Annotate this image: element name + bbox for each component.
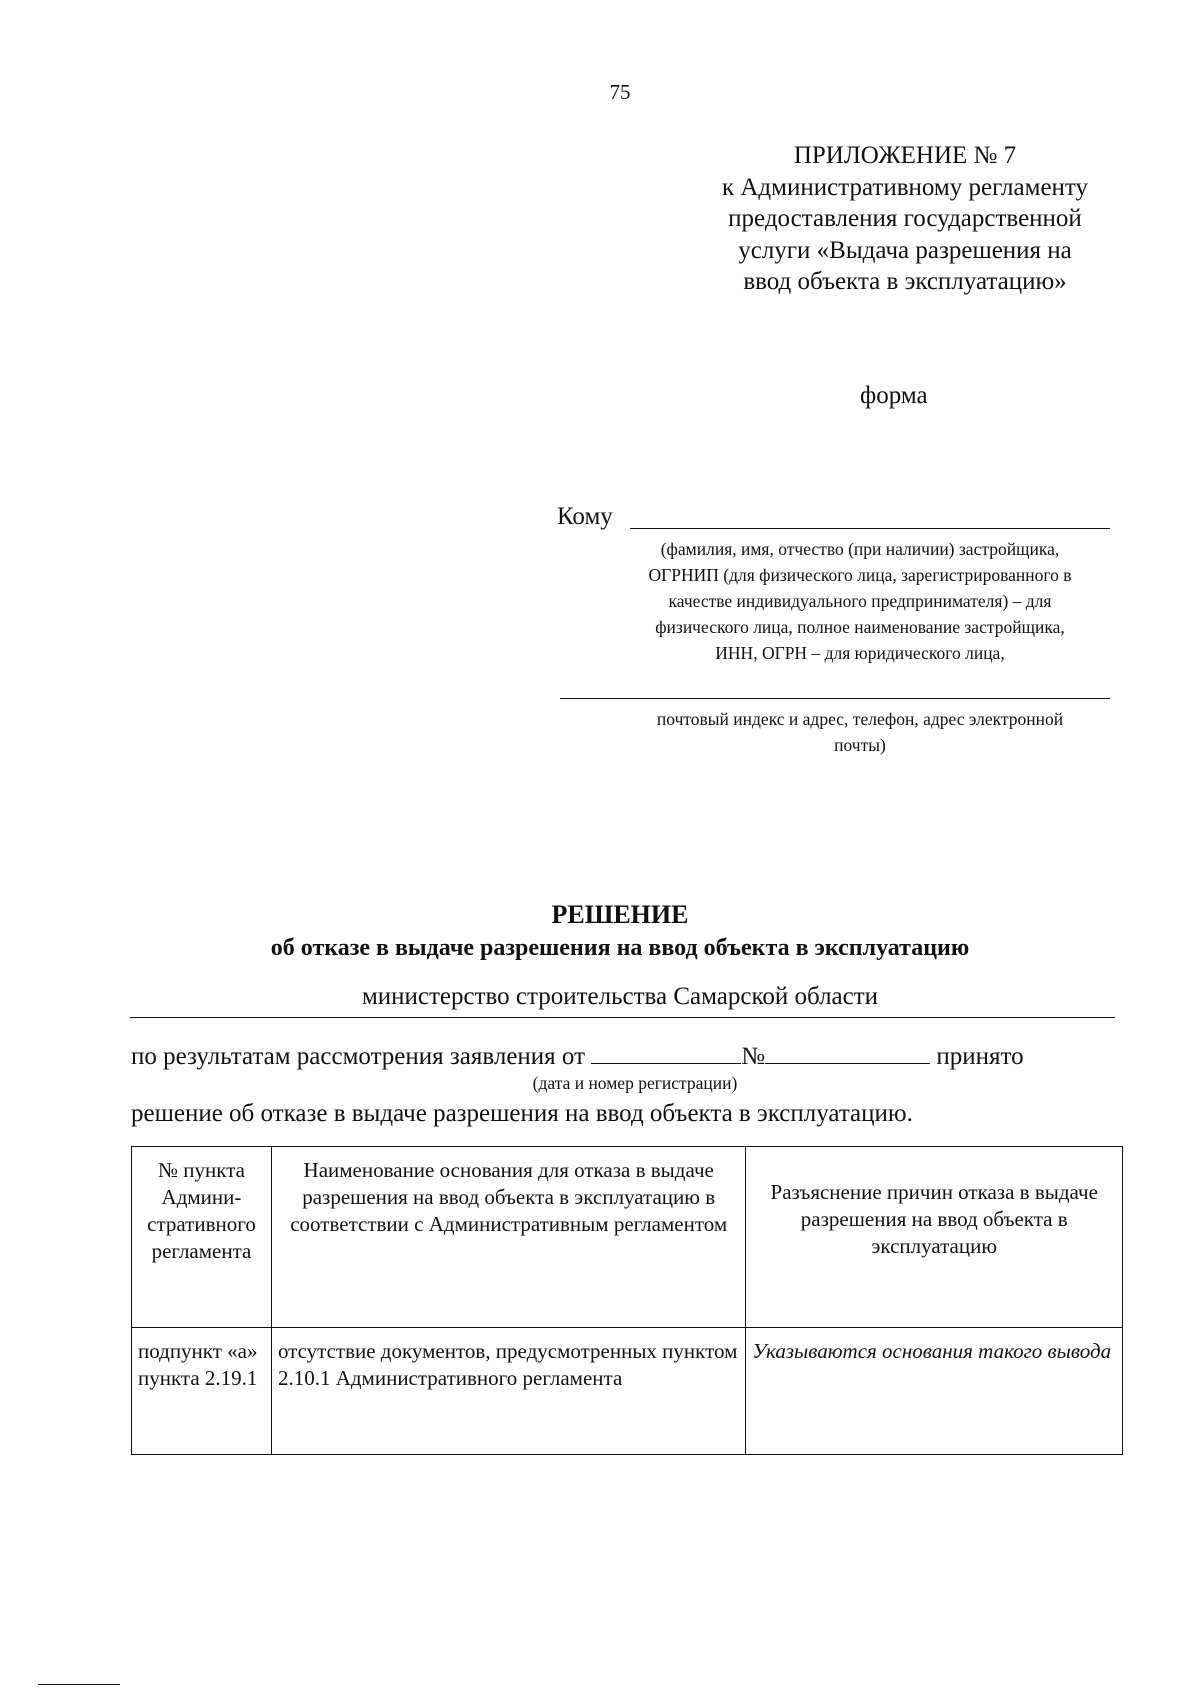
decision-subtitle: об отказе в выдаче разрешения на ввод объекта в эксплуатацию: [270, 935, 970, 961]
application-result-line: [131, 1043, 1024, 1071]
recipient-name-field[interactable]: [630, 528, 1110, 529]
result-text-start: по результатам рассмотрения заявления от: [131, 1043, 586, 1070]
recipient-address-field[interactable]: [560, 698, 1110, 699]
appendix-title: ПРИЛОЖЕНИЕ № 7: [793, 142, 1017, 169]
refusal-reasons-table: [131, 1146, 1123, 1455]
application-number-field[interactable]: [765, 1043, 930, 1064]
decision-text: решение об отказе в выдаче разрешения на ввод объекта в эксплуатацию.: [131, 1100, 913, 1127]
appendix-header: [680, 140, 1130, 298]
header-item-number: № пункта Админи-стративного регламента: [132, 1147, 272, 1328]
ministry-underline: [130, 1017, 1115, 1018]
number-sign: №: [741, 1043, 766, 1070]
appendix-line: услуги «Выдача разрешения на: [738, 236, 1072, 264]
header-explanation: Разъяснение причин отказа в выдаче разрешения на ввод объекта в эксплуатацию: [746, 1147, 1123, 1328]
ministry-name: министерство строительства Самарской области: [361, 983, 879, 1010]
caption-line: почты): [834, 735, 886, 755]
result-text-end: принято: [936, 1043, 1024, 1070]
table-row: [132, 1328, 1123, 1455]
row-explanation: Указываются основания такого вывода: [746, 1328, 1123, 1455]
caption-line: ОГРНИП (для физического лица, зарегистрированного в: [648, 565, 1072, 585]
header-reason-name: Наименование основания для отказа в выдаче разрешения на ввод объекта в эксплуатацию в соответствии с Административным регламентом: [271, 1147, 745, 1328]
recipient-label: Кому: [557, 503, 613, 530]
caption-line: (фамилия, имя, отчество (при наличии) застройщика,: [660, 539, 1060, 559]
caption-line: качестве индивидуального предпринимателя) – для: [668, 591, 1052, 611]
row-reason: отсутствие документов, предусмотренных пунктом 2.10.1 Административного регламента: [271, 1328, 745, 1455]
appendix-line: ввод объекта в эксплуатацию»: [743, 268, 1067, 295]
form-label: форма: [860, 382, 928, 409]
address-caption: [600, 706, 1120, 758]
recipient-caption: [600, 536, 1120, 666]
table-header-row: [132, 1147, 1123, 1328]
caption-line: почтовый индекс и адрес, телефон, адрес электронной: [656, 709, 1064, 729]
page-number: 75: [609, 80, 631, 104]
caption-line: физического лица, полное наименование застройщика,: [655, 617, 1065, 637]
application-date-field[interactable]: [591, 1043, 741, 1064]
appendix-line: к Административному регламенту: [721, 173, 1089, 201]
decision-title: РЕШЕНИЕ: [551, 900, 689, 929]
appendix-line: предоставления государственной: [728, 205, 1082, 232]
footnote-separator: [38, 1684, 120, 1685]
registration-caption: (дата и номер регистрации): [532, 1073, 738, 1093]
caption-line: ИНН, ОГРН – для юридического лица,: [715, 643, 1005, 663]
row-item: подпункт «а» пункта 2.19.1: [132, 1328, 272, 1455]
